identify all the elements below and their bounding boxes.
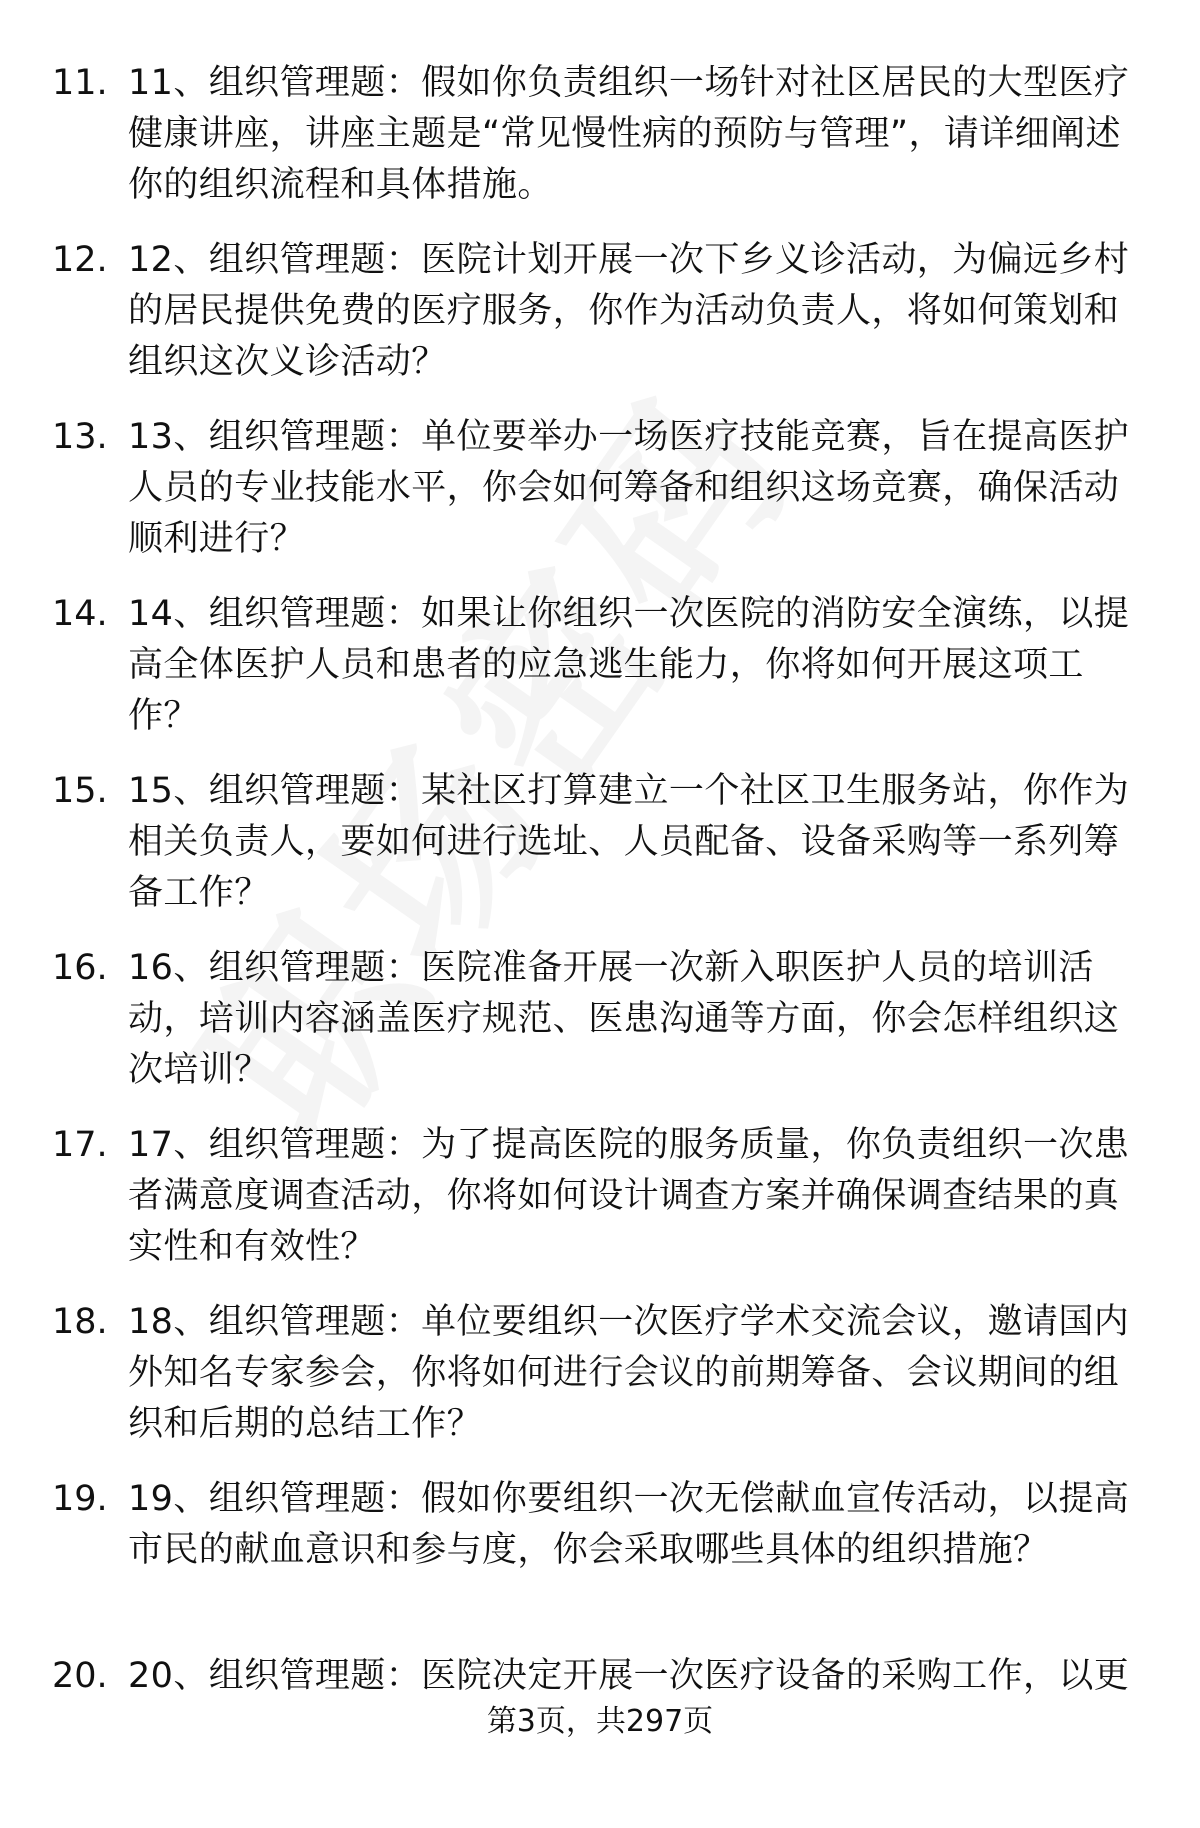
question-text: 11、组织管理题：假如你负责组织一场针对社区居民的大型医疗健康讲座，讲座主题是“常见慢性病的预防与管理”，请详细阐述你的组织流程和具体措施。 <box>128 63 1130 205</box>
question-list <box>0 58 1200 1828</box>
question-text: 14、组织管理题：如果让你组织一次医院的消防安全演练，以提高全体医护人员和患者的应急逃生能力，你将如何开展这项工作？ <box>128 594 1130 736</box>
question-item <box>0 766 1200 943</box>
question-text: 12、组织管理题：医院计划开展一次下乡义诊活动，为偏远乡村的居民提供免费的医疗服务，你作为活动负责人，将如何策划和组织这次义诊活动？ <box>128 240 1130 382</box>
question-item <box>0 943 1200 1120</box>
question-number: 16. <box>52 948 108 988</box>
question-number: 14. <box>52 594 108 634</box>
page-indicator: 第3页，共297页 <box>486 1704 714 1739</box>
question-number: 19. <box>52 1479 108 1519</box>
question-text: 16、组织管理题：医院准备开展一次新入职医护人员的培训活动，培训内容涵盖医疗规范、医患沟通等方面，你会怎样组织这次培训？ <box>128 948 1120 1090</box>
question-number: 11. <box>52 63 108 103</box>
question-item <box>0 58 1200 235</box>
question-item <box>0 235 1200 412</box>
question-number: 13. <box>52 417 108 457</box>
question-number: 18. <box>52 1302 108 1342</box>
question-text: 19、组织管理题：假如你要组织一次无偿献血宣传活动，以提高市民的献血意识和参与度，你会采取哪些具体的组织措施？ <box>128 1479 1130 1570</box>
question-text: 17、组织管理题：为了提高医院的服务质量，你负责组织一次患者满意度调查活动，你将如何设计调查方案并确保调查结果的真实性和有效性？ <box>128 1125 1130 1267</box>
question-number: 12. <box>52 240 108 280</box>
question-item <box>0 412 1200 589</box>
question-text: 13、组织管理题：单位要举办一场医疗技能竞赛，旨在提高医护人员的专业技能水平，你会如何筹备和组织这场竞赛，确保活动顺利进行？ <box>128 417 1130 559</box>
question-item <box>0 1120 1200 1297</box>
question-item <box>0 589 1200 766</box>
question-number: 15. <box>52 771 108 811</box>
question-number: 20. <box>52 1656 108 1696</box>
question-text: 20、组织管理题：医院决定开展一次医疗设备的采购工作，以更 <box>128 1656 1130 1696</box>
question-item <box>0 1297 1200 1474</box>
question-item <box>0 1474 1200 1651</box>
question-text: 18、组织管理题：单位要组织一次医疗学术交流会议，邀请国内外知名专家参会，你将如何进行会议的前期筹备、会议期间的组织和后期的总结工作？ <box>128 1302 1130 1444</box>
question-number: 17. <box>52 1125 108 1165</box>
question-text: 15、组织管理题：某社区打算建立一个社区卫生服务站，你作为相关负责人，要如何进行选址、人员配备、设备采购等一系列筹备工作？ <box>128 771 1130 913</box>
